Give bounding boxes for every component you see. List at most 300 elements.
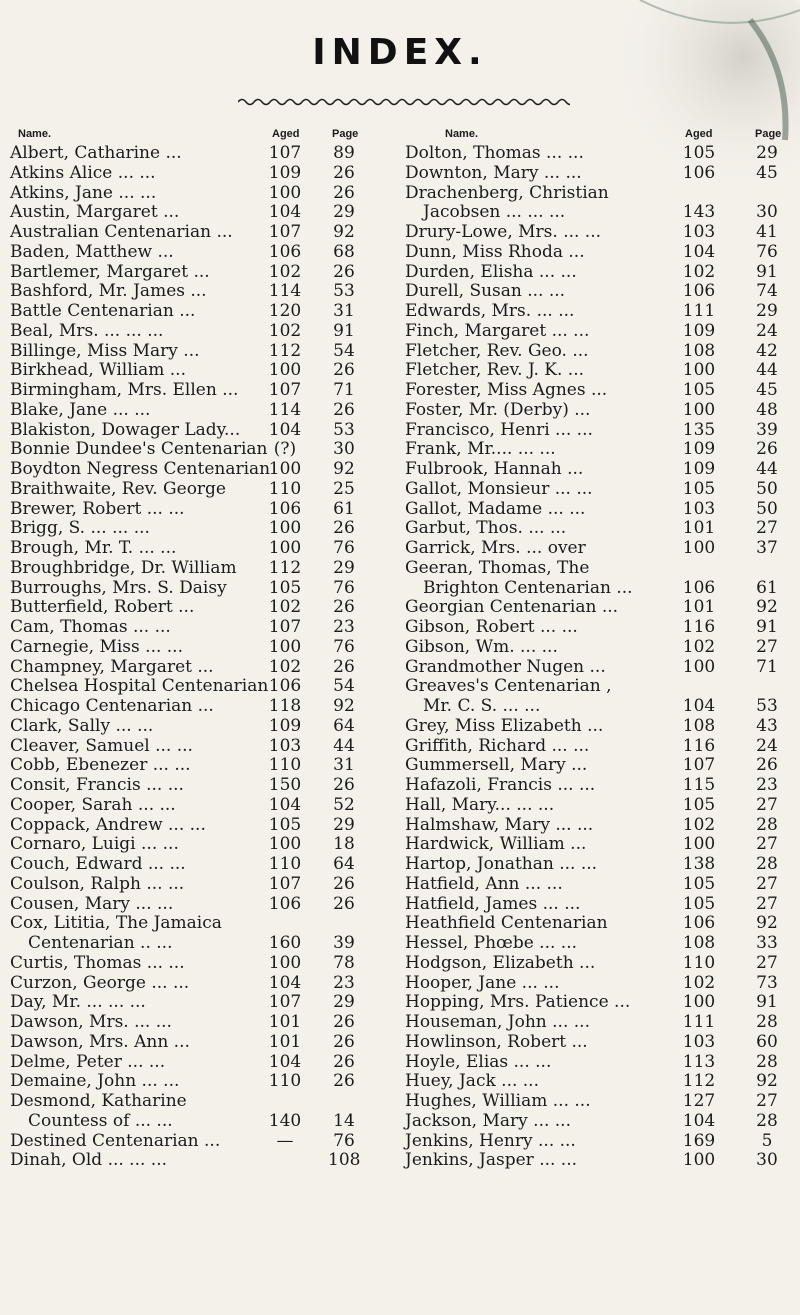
entry-page: 64 (333, 854, 355, 874)
entry-aged: 101 (682, 518, 716, 539)
index-entry (405, 282, 793, 302)
index-entry (405, 559, 793, 579)
entry-aged: 105 (682, 478, 716, 499)
entry-aged: 102 (682, 636, 716, 657)
entry-page: 76 (333, 636, 355, 657)
entry-page: 28 (756, 1110, 778, 1131)
index-entry (10, 539, 390, 559)
entry-aged: 100 (268, 952, 302, 973)
entry-name: Destined Centenarian ... (10, 1130, 221, 1151)
entry-name: Jackson, Mary ... ... (405, 1110, 571, 1131)
entry-aged: 100 (682, 992, 716, 1013)
entry-page: 29 (333, 557, 355, 578)
index-entry (10, 875, 390, 895)
entry-name: Hatfield, James ... ... (405, 893, 581, 914)
entry-name: Coulson, Ralph ... ... (10, 873, 185, 894)
entry-page: 48 (756, 399, 778, 420)
entry-name: Howlinson, Robert ... (405, 1031, 588, 1052)
index-entry (405, 401, 793, 421)
index-entry (10, 401, 390, 421)
index-entry (10, 1092, 390, 1112)
index-entry (10, 203, 390, 223)
entry-name: Demaine, John ... ... (10, 1071, 180, 1092)
entry-page: 76 (333, 577, 355, 598)
entry-name: Grey, Miss Elizabeth ... (405, 715, 604, 736)
entry-page: 76 (756, 241, 778, 262)
index-entry (405, 480, 793, 500)
entry-name: Dunn, Miss Rhoda ... (405, 241, 585, 262)
entry-aged: 106 (268, 498, 302, 519)
entry-name: Desmond, Katharine (10, 1091, 187, 1111)
entry-page: 39 (756, 419, 778, 440)
entry-page: 26 (333, 893, 355, 914)
index-entry (405, 1132, 793, 1152)
entry-page: 92 (756, 1071, 778, 1092)
index-entry (405, 302, 793, 322)
index-entry (10, 342, 390, 362)
entry-page: 30 (333, 439, 355, 460)
index-entry (405, 697, 793, 717)
index-entry (10, 618, 390, 638)
index-entry (10, 835, 390, 855)
entry-page: 28 (756, 1051, 778, 1072)
entry-name: Dolton, Thomas ... ... (405, 143, 584, 163)
entry-aged: 102 (682, 814, 716, 835)
entry-name: Gallot, Madame ... ... (405, 498, 586, 519)
entry-name: Grandmother Nugen ... (405, 656, 606, 677)
entry-page: 53 (333, 281, 355, 302)
entry-aged: 100 (268, 636, 302, 657)
wavy-divider (238, 97, 570, 107)
entry-aged: 110 (268, 854, 302, 874)
index-entry (405, 954, 793, 974)
entry-aged: 104 (268, 972, 302, 993)
entry-aged: 109 (682, 459, 716, 479)
entry-page: 64 (333, 715, 355, 736)
index-entry (10, 361, 390, 381)
entry-name: Coppack, Andrew ... ... (10, 814, 206, 835)
index-entry (405, 895, 793, 915)
entry-name: Huey, Jack ... ... (405, 1071, 539, 1092)
entry-page: 44 (756, 459, 778, 479)
entry-aged: 102 (682, 261, 716, 282)
entry-page: 61 (756, 577, 778, 598)
entry-name: Gallot, Monsieur ... ... (405, 478, 593, 499)
index-entry (405, 381, 793, 401)
entry-aged: 104 (682, 241, 716, 262)
entry-name: Griffith, Richard ... ... (405, 735, 590, 756)
entry-name: Brigg, S. ... ... ... (10, 518, 150, 539)
entry-aged: 106 (268, 676, 302, 697)
entry-page: 26 (333, 360, 355, 381)
entry-aged: 109 (268, 715, 302, 736)
entry-aged: 100 (682, 656, 716, 677)
entry-page: 23 (333, 617, 355, 637)
index-entry (405, 539, 793, 559)
entry-name: Gibson, Wm. ... ... (405, 636, 558, 657)
index-entry (10, 440, 390, 460)
index-entry (10, 855, 390, 875)
entry-page: 26 (333, 873, 355, 894)
entry-aged: 105 (682, 380, 716, 400)
index-entry (405, 203, 793, 223)
entry-page: 108 (328, 1150, 361, 1171)
index-entry (10, 559, 390, 579)
entry-aged: 101 (682, 597, 716, 618)
index-entry (405, 342, 793, 362)
entry-aged: 106 (682, 162, 716, 183)
entry-name: Cleaver, Samuel ... ... (10, 735, 193, 756)
entry-aged: 169 (682, 1130, 716, 1151)
entry-aged: 105 (682, 873, 716, 894)
entry-page: 26 (333, 399, 355, 420)
entry-aged: 105 (268, 814, 302, 835)
entry-page: 29 (756, 143, 778, 163)
entry-page: 26 (333, 1012, 355, 1032)
index-entry (10, 421, 390, 441)
entry-aged: 110 (682, 952, 716, 973)
index-entry (405, 816, 793, 836)
index-entry (10, 993, 390, 1013)
entry-name: Cornaro, Luigi ... ... (10, 834, 179, 855)
entry-page: 50 (756, 498, 778, 519)
index-entry (405, 164, 793, 184)
entry-page: 28 (756, 854, 778, 874)
entry-aged: 112 (268, 340, 302, 361)
index-entry (405, 1151, 793, 1171)
entry-name: Heathfield Centenarian (405, 913, 608, 934)
entry-aged: 109 (682, 320, 716, 341)
index-entry (405, 1072, 793, 1092)
entry-aged: 104 (268, 1051, 302, 1072)
entry-page: 23 (756, 775, 778, 795)
entry-name: Jacobsen ... ... ... (423, 202, 566, 223)
entry-name: Burroughs, Mrs. S. Daisy (10, 577, 227, 598)
index-entry (10, 381, 390, 401)
entry-name: Clark, Sally ... ... (10, 715, 154, 736)
entry-page: 29 (756, 301, 778, 321)
index-entry (405, 796, 793, 816)
entry-page: 29 (333, 814, 355, 835)
entry-name: Hartop, Jonathan ... ... (405, 854, 598, 874)
entry-name: Baden, Matthew ... (10, 241, 174, 262)
entry-page: 14 (333, 1110, 355, 1131)
entry-aged: 104 (682, 696, 716, 716)
entry-page: 41 (756, 222, 778, 242)
index-entry (405, 243, 793, 263)
entry-name: Drachenberg, Christian (405, 182, 609, 203)
entry-page: 68 (333, 241, 355, 262)
entry-page: 5 (761, 1130, 773, 1151)
entry-page: 27 (756, 1091, 778, 1111)
entry-page: 26 (333, 518, 355, 539)
index-entry (405, 144, 793, 164)
index-entry (10, 1013, 390, 1033)
entry-page: 26 (333, 775, 355, 795)
entry-name: Dinah, Old ... ... ... (10, 1150, 168, 1171)
entry-aged: 116 (682, 735, 716, 756)
entry-aged: 107 (268, 873, 302, 894)
entry-name: Centenarian .. ... (28, 933, 173, 953)
entry-aged: 140 (268, 1110, 302, 1131)
entry-name: Beal, Mrs. ... ... ... (10, 320, 164, 341)
index-entry (405, 717, 793, 737)
entry-aged: (?) (273, 439, 297, 460)
entry-name: Fletcher, Rev. J. K. ... (405, 360, 584, 381)
entry-name: Hafazoli, Francis ... ... (405, 775, 596, 795)
index-entry (10, 184, 390, 204)
entry-name: Garbut, Thos. ... ... (405, 518, 567, 539)
entry-page: 27 (756, 952, 778, 973)
entry-name: Champney, Margaret ... (10, 656, 214, 677)
index-entry (405, 658, 793, 678)
index-entry (10, 164, 390, 184)
index-entry (10, 1112, 390, 1132)
entry-aged: 111 (682, 1012, 716, 1032)
entry-aged: 100 (268, 182, 302, 203)
entry-name: Georgian Centenarian ... (405, 597, 619, 618)
index-entry (10, 302, 390, 322)
entry-name: Geeran, Thomas, The (405, 557, 590, 578)
index-entry (405, 1053, 793, 1073)
entry-page: 78 (333, 952, 355, 973)
entry-aged: 100 (682, 399, 716, 420)
entry-page: 28 (756, 1012, 778, 1032)
index-entry (10, 519, 390, 539)
index-entry (10, 756, 390, 776)
entry-aged: 143 (682, 202, 716, 223)
index-entry (10, 579, 390, 599)
entry-page: 26 (333, 1051, 355, 1072)
entry-page: 92 (333, 696, 355, 716)
index-entry (405, 1092, 793, 1112)
entry-page: 44 (756, 360, 778, 381)
entry-name: Chicago Centenarian ... (10, 696, 214, 716)
entry-page: 54 (333, 676, 355, 697)
index-entry (405, 638, 793, 658)
index-entry (10, 1072, 390, 1092)
entry-name: Finch, Margaret ... ... (405, 320, 590, 341)
entry-aged: — (276, 1130, 294, 1151)
entry-aged: 102 (682, 972, 716, 993)
index-entry (10, 1132, 390, 1152)
page-title: INDEX. (312, 32, 488, 73)
entry-aged: 110 (268, 1071, 302, 1092)
entry-name: Austin, Margaret ... (10, 202, 180, 223)
entry-page: 91 (333, 320, 355, 341)
entry-name: Hoyle, Elias ... ... (405, 1051, 552, 1072)
entry-name: Billinge, Miss Mary ... (10, 340, 200, 361)
entry-name: Downton, Mary ... ... (405, 162, 582, 183)
entry-aged: 110 (268, 478, 302, 499)
entry-page: 26 (333, 656, 355, 677)
entry-name: Halmshaw, Mary ... ... (405, 814, 594, 835)
entry-page: 24 (756, 320, 778, 341)
index-entry (10, 796, 390, 816)
index-entry (405, 460, 793, 480)
index-entry (10, 737, 390, 757)
entry-aged: 107 (268, 380, 302, 400)
entry-name: Frank, Mr.... ... ... (405, 439, 556, 460)
entry-page: 30 (756, 1150, 778, 1171)
entry-name: Curtis, Thomas ... ... (10, 952, 185, 973)
entry-page: 71 (333, 380, 355, 400)
entry-name: Hughes, William ... ... (405, 1091, 591, 1111)
entry-name: Brough, Mr. T. ... ... (10, 538, 177, 558)
entry-name: Gummersell, Mary ... (405, 755, 588, 776)
entry-aged: 100 (682, 360, 716, 381)
index-entry (405, 875, 793, 895)
index-entry (10, 638, 390, 658)
entry-page: 53 (756, 696, 778, 716)
entry-page: 24 (756, 735, 778, 756)
entry-aged: 106 (682, 281, 716, 302)
entry-name: Fletcher, Rev. Geo. ... (405, 340, 589, 361)
entry-name: Edwards, Mrs. ... ... (405, 301, 575, 321)
index-entry (10, 717, 390, 737)
entry-aged: 109 (268, 162, 302, 183)
index-entry (10, 282, 390, 302)
index-entry (405, 598, 793, 618)
entry-aged: 100 (268, 459, 302, 479)
index-entry (405, 756, 793, 776)
entry-name: Hatfield, Ann ... ... (405, 873, 563, 894)
header-aged: Aged (685, 128, 713, 140)
entry-name: Delme, Peter ... ... (10, 1051, 166, 1072)
entry-name: Day, Mr. ... ... ... (10, 992, 146, 1013)
index-entry (10, 223, 390, 243)
entry-name: Australian Centenarian ... (10, 222, 233, 242)
entry-page: 25 (333, 478, 355, 499)
index-entry (405, 1112, 793, 1132)
index-entry (10, 144, 390, 164)
entry-aged: 116 (682, 617, 716, 637)
entry-name: Dawson, Mrs. ... ... (10, 1012, 172, 1032)
entry-page: 27 (756, 873, 778, 894)
entry-name: Foster, Mr. (Derby) ... (405, 399, 591, 420)
index-entry (10, 934, 390, 954)
index-entry (405, 184, 793, 204)
entry-name: Garrick, Mrs. ... over (405, 538, 586, 558)
entry-name: Carnegie, Miss ... ... (10, 636, 183, 657)
entry-aged: 100 (682, 1150, 716, 1171)
index-entry (10, 460, 390, 480)
header-page: Page (332, 128, 359, 140)
entry-page: 27 (756, 636, 778, 657)
entry-aged: 104 (682, 1110, 716, 1131)
entry-name: Dawson, Mrs. Ann ... (10, 1031, 190, 1052)
index-column-left (10, 126, 390, 1171)
entry-aged: 103 (682, 1031, 716, 1052)
index-entry (10, 243, 390, 263)
entry-name: Fulbrook, Hannah ... (405, 459, 584, 479)
entry-name: Albert, Catharine ... (10, 143, 182, 163)
index-entry (405, 1033, 793, 1053)
entry-aged: 107 (268, 617, 302, 637)
entry-page: 53 (333, 419, 355, 440)
entry-page: 31 (333, 301, 355, 321)
entry-page: 29 (333, 992, 355, 1013)
entry-aged: 102 (268, 320, 302, 341)
entry-aged: 112 (682, 1071, 716, 1092)
entry-page: 91 (756, 992, 778, 1013)
entry-aged: 105 (682, 893, 716, 914)
index-column-right (405, 126, 793, 1171)
index-entry (405, 855, 793, 875)
index-entry (10, 658, 390, 678)
entry-aged: 106 (682, 577, 716, 598)
entry-page: 27 (756, 834, 778, 855)
index-entry (405, 421, 793, 441)
entry-page: 44 (333, 735, 355, 756)
entry-name: Braithwaite, Rev. George (10, 478, 226, 499)
entry-aged: 100 (268, 518, 302, 539)
index-entry (405, 322, 793, 342)
entry-name: Hooper, Jane ... ... (405, 972, 560, 993)
entry-name: Battle Centenarian ... (10, 301, 196, 321)
entry-page: 91 (756, 617, 778, 637)
index-entry (405, 835, 793, 855)
entry-name: Countess of ... ... (28, 1110, 173, 1131)
entry-aged: 106 (682, 913, 716, 934)
index-entry (405, 934, 793, 954)
entry-aged: 107 (268, 992, 302, 1013)
entry-name: Bartlemer, Margaret ... (10, 261, 210, 282)
entry-page: 92 (333, 459, 355, 479)
index-entry (10, 322, 390, 342)
index-entry (405, 579, 793, 599)
index-entry (10, 954, 390, 974)
entry-aged: 107 (268, 143, 302, 163)
entry-page: 61 (333, 498, 355, 519)
entry-aged: 118 (268, 696, 302, 716)
entry-name: Hopping, Mrs. Patience ... (405, 992, 631, 1013)
header-page: Page (755, 128, 782, 140)
header-name: Name. (445, 128, 479, 140)
index-entry (405, 361, 793, 381)
index-entry (405, 440, 793, 460)
entry-aged: 110 (268, 755, 302, 776)
index-entry (405, 519, 793, 539)
entry-page: 92 (333, 222, 355, 242)
entry-aged: 103 (682, 498, 716, 519)
entry-page: 18 (333, 834, 355, 855)
entry-page: 39 (333, 933, 355, 953)
entry-name: Blakiston, Dowager Lady... (10, 419, 241, 440)
entry-page: 60 (756, 1031, 778, 1052)
entry-name: Jenkins, Jasper ... ... (405, 1150, 578, 1171)
entry-page: 27 (756, 794, 778, 815)
index-entry (10, 480, 390, 500)
entry-aged: 106 (268, 241, 302, 262)
entry-name: Brewer, Robert ... ... (10, 498, 185, 519)
index-entry (405, 776, 793, 796)
entry-page: 26 (333, 162, 355, 183)
column-header (405, 126, 793, 144)
entry-aged: 103 (268, 735, 302, 756)
entry-page: 76 (333, 538, 355, 558)
index-entry (405, 263, 793, 283)
entry-page: 26 (756, 755, 778, 776)
entry-name: Houseman, John ... ... (405, 1012, 590, 1032)
entry-page: 28 (756, 814, 778, 835)
index-entry (10, 914, 390, 934)
entry-name: Birkhead, William ... (10, 360, 186, 381)
entry-page: 27 (756, 518, 778, 539)
entry-page: 26 (333, 1071, 355, 1092)
entry-aged: 115 (682, 775, 716, 795)
entry-aged: 107 (268, 222, 302, 242)
